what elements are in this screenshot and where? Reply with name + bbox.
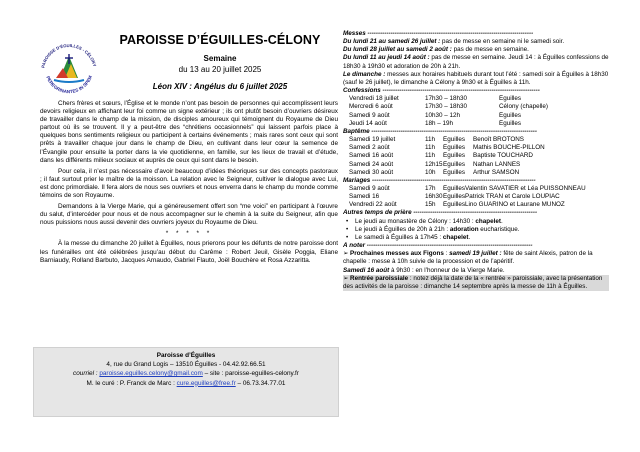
letter-paragraph: Pour cela, il n’est pas nécessaire d’avoir beaucoup d’idées théoriques sur des concepts pastoraux ; il faut surtout prier le maître de la moisson. La relation avec le Seigneur, cultiver le dialogue avec Lui, est donc primordiale. Il fera alors de nous ses ouvriers et nous enverra dans le champ du monde comme témoins de son Royaume. <box>40 167 338 200</box>
confessions-header: Confessions --------------------------------------------------------------------------- <box>343 87 540 95</box>
arrow-icon: ➢ <box>343 274 349 282</box>
week-label: Semaine <box>203 54 237 63</box>
contact-courriel-label: courriel : <box>73 370 98 378</box>
parish-email-link[interactable]: paroisse.eguilles.celony@gmail.com <box>99 370 203 378</box>
letter-paragraph: Chers frères et sœurs, l’Église et le monde n’ont pas besoin de personnes qui accomplissent leurs devoirs religieux en affichant leur foi comme un signe extérieur ; ils ont plutôt besoin d’ouvriers désireux de travailler dans le champ de la mission, de disciples amoureux qui témoignent du Royaume de Dieu partout où ils se trouvent. Il y a peut-être des “chrétiens occasionnels” qui laissent parfois place à quelques bons sentiments religieux ou participent à certains événements ; mais rares sont ceux qui sont prêts à travailler chaque jour dans le champ de Dieu, en cultivant dans leur cœur la semence de l’Évangile pour ensuite la porter dans la vie quotidienne, en famille, sur les lieux de travail et d’étude, dans les différents milieux sociaux et auprès de ceux qui sont dans le besoin. <box>40 100 338 164</box>
note-figons: ➢ Prochaines messes aux Figons : samedi 19 juillet : fête de saint Alexis, patron de la chapelle : messe à 10h suivie de la procession et de l’apéritif. <box>343 250 593 266</box>
contact-phone: – 06.73.34.77.01 <box>237 379 286 387</box>
contact-box <box>33 347 339 417</box>
priere-item: • Le jeudi au monastère de Célony : 14h30 : chapelet. <box>343 218 609 226</box>
letter-subtitle: Léon XIV : Angélus du 6 juillet 2025 <box>152 82 288 91</box>
messes-item: Le dimanche : messes aux horaires habituels durant tout l’été : samedi soir à Éguilles à 18h30 (sauf le 26 juillet), le dimanche à Célony à 9h30 et à Éguilles à 11h. <box>343 70 609 86</box>
priere-item: • Le samedi à Éguilles à 17h45 : chapelet. <box>343 234 609 242</box>
messes-header: Messes ------------------------------------------------------------------------------- <box>343 30 534 37</box>
logo-emblem-icon <box>54 54 84 82</box>
arrow-icon: ➢ <box>343 250 349 258</box>
bapteme-table: Samedi 19 juillet 11h Éguilles Benoît BROTONS Samedi 2 août 11h Éguilles Mathis BOUCHÉ-PILLON Samedi 16 août 11h Éguilles Baptiste TOUCHARD Samedi 24 août 12h15 Éguilles Nathan LANNES Samedi 30 août 10h Éguilles Arthur SAMSON <box>349 136 545 176</box>
mariages-table: Samedi 9 août 17h Éguilles Valentin SAVATIER et Léa PUISSONNEAU Samedi 16 16h30 Éguilles Patrick TRAN et Carole LOUPIAC Vendredi 22 août 15h Éguilles Lino GUARINO et Laurane MUNOZ <box>349 184 586 209</box>
messes-item: Du lundi 11 au jeudi 14 août : pas de messe en semaine. Jeudi 14 : à Éguilles confessions de 18h30 à 19h30 et adoration de 20h à 21h. <box>343 54 609 70</box>
messes-item: Du lundi 21 au samedi 26 juillet : pas de messe en semaine ni le samedi soir. <box>343 38 565 46</box>
contact-title: Paroisse d’Éguilles <box>156 352 216 359</box>
logo-text: PAROISSE D'ÉGUILLES - CÉLONY <box>40 42 98 69</box>
bapteme-header: Baptême ------------------------------------------------------------------------------- <box>343 127 538 135</box>
messes-item: Du lundi 28 juillet au samedi 2 août : pas de messe en semaine. <box>343 46 529 54</box>
separator-stars: * * * * * <box>165 230 213 238</box>
confessions-table: Vendredi 18 juillet 17h30 – 18h30 Éguilles Mercredi 6 août 17h30 – 18h30 Célony (chapelle) Samedi 9 août 10h30 – 12h Éguilles Jeudi 14 août 18h – 19h Éguilles <box>349 95 549 127</box>
contact-cure-label: M. le curé : P. Franck de Marc : <box>86 379 175 387</box>
contact-cure-line <box>34 379 338 388</box>
contact-address: 4, rue du Grand Logis – 13510 Éguilles - 04.42.92.66.51 <box>106 361 266 369</box>
noter-header: À noter ------------------------------------------------------------------------------- <box>343 242 533 250</box>
parish-logo <box>34 34 104 104</box>
note-rentree: ➢ Rentrée paroissiale : notez déjà la date de la « rentrée » paroissiale, avec la présentation des activités de la paroisse : dimanche 14 septembre après la messe de 11h à Éguilles. <box>343 275 609 291</box>
logo-tagline: PEREGRINANTES IN SPEM <box>45 74 93 95</box>
week-dates: du 13 au 20 juillet 2025 <box>178 65 262 74</box>
prieres-header: Autres temps de prière ----------------------------------------------------------- <box>343 209 538 217</box>
mariages-header: Mariages ------------------------------------------------------------------------------ <box>343 176 536 184</box>
letter-paragraph: Demandons à la Vierge Marie, qui a généreusement offert son “me voici” en participant à l’œuvre du salut, d’intercéder pour nous et de nous accompagner sur le chemin à la suite du Seigneur, afin que nous puissions nous aussi devenir des ouvriers joyeux du Royaume de Dieu. <box>40 203 338 227</box>
letter-paragraph: À la messe du dimanche 20 juillet à Éguilles, nous prierons pour les défunts de notre paroisse dont les funérailles ont été célébrées jusqu’au début du Carême : Robert Jeuil, Gisèle Poggia, Eliane Barniaudy, Rolland Barbuto, Jacques Arnaudo, Gabriel Flauto, Joël Bouchère et Rosa Azzaritta. <box>40 240 338 264</box>
priere-item: • Le jeudi à Éguilles de 20h à 21h : adoration eucharistique. <box>343 226 609 234</box>
cure-email-link[interactable]: cure.eguilles@free.fr <box>176 379 236 387</box>
page-title: PAROISSE D’ÉGUILLES-CÉLONY <box>119 33 321 47</box>
contact-site: – site : paroisse-eguilles-celony.fr <box>204 370 299 378</box>
letter-body <box>40 100 338 268</box>
note-figons-2: Samedi 16 août à 9h30 : en l’honneur de la Vierge Marie. <box>343 266 505 274</box>
contact-email-line <box>34 369 338 378</box>
announcements-column <box>343 30 609 291</box>
